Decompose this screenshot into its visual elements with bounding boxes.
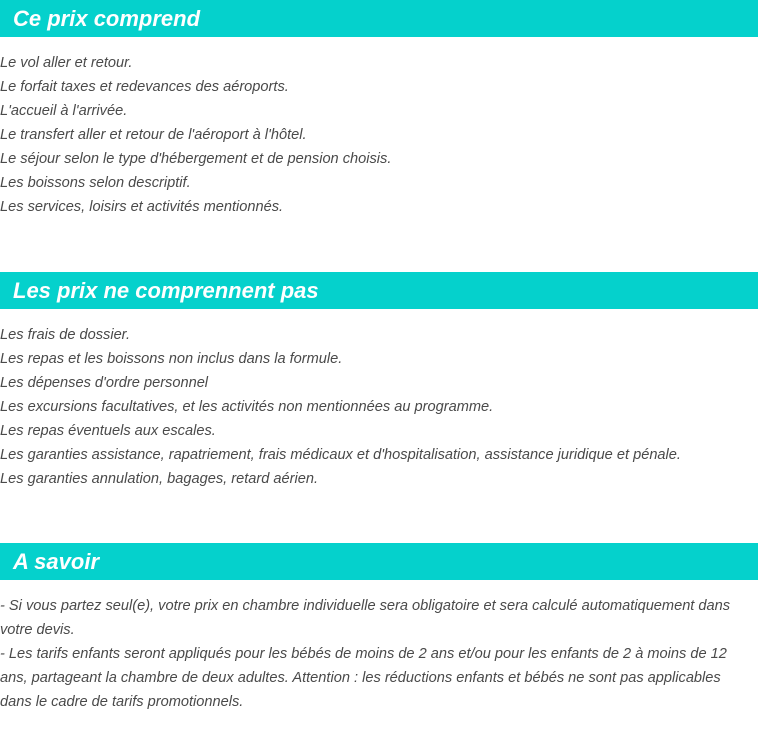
list-item: Les frais de dossier. <box>0 327 131 343</box>
paragraph: - Les tarifs enfants seront appliqués pour les bébés de moins de 2 ans et/ou pour les enfants de 2 à moins de 12 ans, partageant la chambre de deux adultes. Attention : les réductions enfants et bébés ne sont pas applicables dans le cadre de tarifs promotionnels. <box>0 646 727 710</box>
section-header-ce-prix-comprend: Ce prix comprend <box>0 0 758 37</box>
list-item: Les garanties annulation, bagages, retard aérien. <box>0 471 319 487</box>
section-ce-prix-comprend <box>0 0 758 219</box>
list-item: Les repas et les boissons non inclus dans la formule. <box>0 351 343 367</box>
spacer <box>0 37 758 51</box>
section-a-savoir <box>0 543 758 714</box>
paragraph: - Si vous partez seul(e), votre prix en chambre individuelle sera obligatoire et sera calculé automatiquement dans votre devis. <box>0 598 731 638</box>
list-item: Le vol aller et retour. <box>0 55 133 71</box>
list-item: Les garanties assistance, rapatriement, frais médicaux et d'hospitalisation, assistance juridique et pénale. <box>0 447 681 463</box>
section-header-les-prix-ne-comprennent-pas: Les prix ne comprennent pas <box>0 272 758 309</box>
list-item: L'accueil à l'arrivée. <box>0 103 128 119</box>
section-body-a-savoir <box>0 594 758 714</box>
list-item: Les boissons selon descriptif. <box>0 175 191 191</box>
section-body-ce-prix-comprend <box>0 51 758 219</box>
list-item: Les dépenses d'ordre personnel <box>0 375 209 391</box>
list-item: Les services, loisirs et activités mentionnés. <box>0 199 284 215</box>
section-les-prix-ne-comprennent-pas <box>0 272 758 491</box>
list-item: Les repas éventuels aux escales. <box>0 423 216 439</box>
section-header-a-savoir: A savoir <box>0 543 758 580</box>
list-item: Le forfait taxes et redevances des aéroports. <box>0 79 289 95</box>
list-item: Le transfert aller et retour de l'aéroport à l'hôtel. <box>0 127 307 143</box>
list-item: Les excursions facultatives, et les activités non mentionnées au programme. <box>0 399 494 415</box>
spacer <box>0 309 758 323</box>
list-item: Le séjour selon le type d'hébergement et de pension choisis. <box>0 151 392 167</box>
section-body-les-prix-ne-comprennent-pas <box>0 323 758 491</box>
spacer <box>0 580 758 594</box>
